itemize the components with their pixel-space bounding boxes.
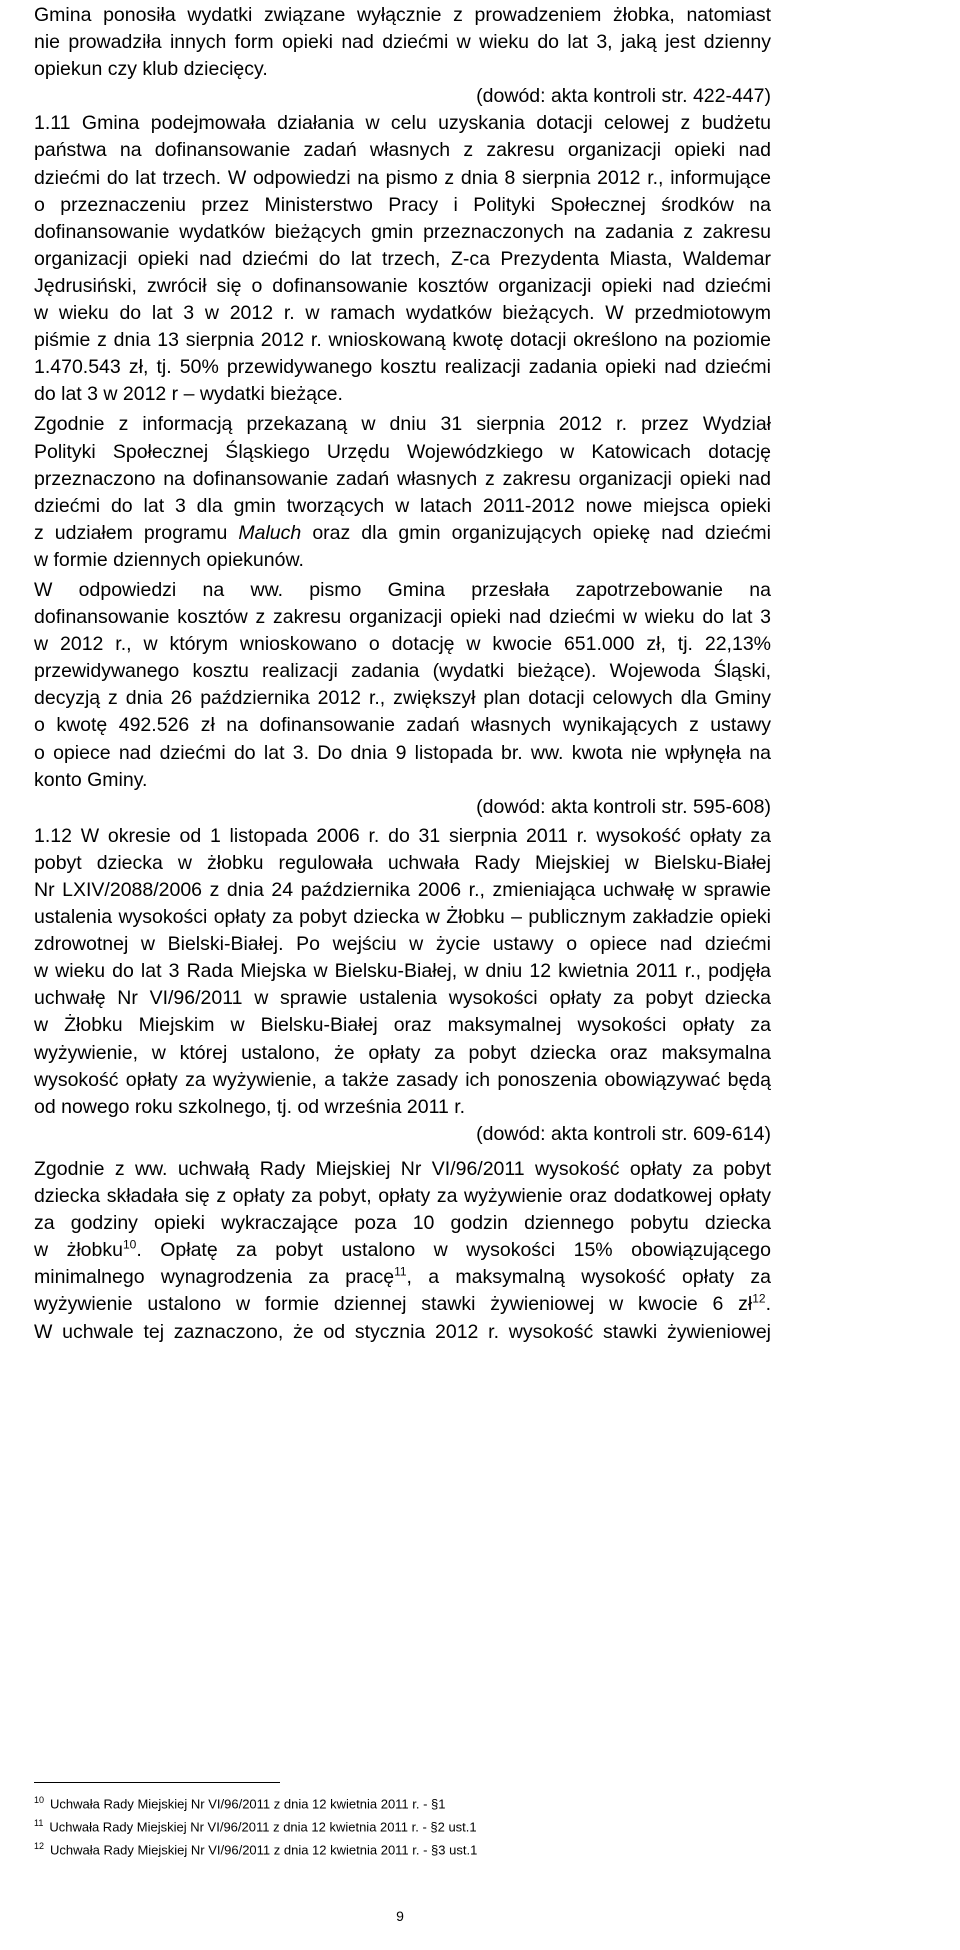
text-line: Gmina ponosiła wydatki związane wyłącznie z prowadzeniem żłobka, natomiast	[34, 4, 771, 26]
text-line: w wieku do lat 3 w 2012 r. w ramach wydatków bieżących. W przedmiotowym	[34, 302, 771, 325]
text-line: państwa na dofinansowanie zadań własnych z zakresu organizacji opieki nad	[34, 139, 771, 162]
text-line: (dowód: akta kontroli str. 595-608)	[476, 795, 771, 818]
footnote-12: $^{12}$ Uchwała Rady Miejskiej Nr VI/96/2011 z dnia 12 kwietnia 2011 r. - §3 ust.1	[34, 1841, 478, 1858]
text-line: przeznaczono na dofinansowanie zadań własnych z zakresu organizacji opieki nad	[34, 467, 771, 490]
body-text	[34, 2, 771, 1346]
text-line: 1.11 Gmina podejmowała działania w celu uzyskania dotacji celowej z budżetu	[34, 112, 771, 135]
text-line: Jędrusiński, zwrócił się o dofinansowanie kosztów organizacji opieki nad dziećmi	[34, 274, 771, 297]
text-line: minimalnego wynagrodzenia za pracę$^{11}$, a maksymalną wysokość opłaty za	[34, 1264, 771, 1289]
text-line: do lat 3 w 2012 r – wydatki bieżące.	[34, 383, 343, 406]
page-number: 9	[396, 1908, 404, 1924]
text-line: Zgodnie z informacją przekazaną w dniu 31 sierpnia 2012 r. przez Wydział	[34, 413, 771, 436]
text-line: pobyt dziecka w żłobku regulowała uchwała Rady Miejskiej w Bielsku-Białej	[34, 851, 771, 874]
footnote-10: $^{10}$ Uchwała Rady Miejskiej Nr VI/96/2011 z dnia 12 kwietnia 2011 r. - §1	[34, 1795, 446, 1812]
text-line: W odpowiedzi na ww. pismo Gmina przesłała zapotrzebowanie na	[34, 578, 771, 601]
text-line: za godziny opieki wykraczające poza 10 godzin dziennego pobytu dziecka	[34, 1212, 771, 1235]
text-line: wyżywienie, w której ustalono, że opłaty za pobyt dziecka oraz maksymalna	[34, 1041, 771, 1064]
text-line: (dowód: akta kontroli str. 422-447)	[476, 85, 771, 108]
text-line: organizacji opieki nad dziećmi do lat trzech, Z-ca Prezydenta Miasta, Waldemar	[34, 247, 771, 270]
text-line: (dowód: akta kontroli str. 609-614)	[476, 1122, 771, 1145]
text-line: o kwotę 492.526 zł na dofinansowanie zadań własnych wynikających z ustawy	[34, 714, 771, 737]
text-line: o opiece nad dziećmi do lat 3. Do dnia 9 listopada br. ww. kwota nie wpłynęła na	[34, 741, 771, 764]
text-line: dziecka składała się z opłaty za pobyt, opłaty za wyżywienie oraz dodatkowej opłaty	[34, 1185, 771, 1208]
text-line: ustalenia wysokości opłaty za pobyt dziecka w Żłobku – publicznym zakładzie opieki	[34, 906, 771, 929]
text-line: wysokość opłaty za wyżywienie, a także zasady ich ponoszenia obowiązywać będą	[34, 1068, 771, 1091]
text-line: dziećmi do lat 3 dla gmin tworzących w latach 2011-2012 nowe miejsca opieki	[34, 494, 771, 517]
text-line: o przeznaczeniu przez Ministerstwo Pracy i Polityki Społecznej środków na	[34, 193, 771, 216]
text-line: w Żłobku Miejskim w Bielsku-Białej oraz maksymalnej wysokości opłaty za	[34, 1014, 771, 1037]
text-line: w formie dziennych opiekunów.	[34, 548, 304, 571]
text-line: Polityki Społecznej Śląskiego Urzędu Wojewódzkiego w Katowicach dotację	[34, 440, 771, 463]
text-line: opiekun czy klub dziecięcy.	[34, 58, 268, 81]
text-line: uchwałę Nr VI/96/2011 w sprawie ustalenia wysokości opłaty za pobyt dziecka	[34, 987, 771, 1010]
text-line: dofinansowanie kosztów z zakresu organizacji opieki nad dziećmi w wieku do lat 3	[34, 606, 771, 629]
text-line: dziećmi do lat trzech. W odpowiedzi na pismo z dnia 8 sierpnia 2012 r., informujące	[34, 166, 771, 189]
text-line: Nr LXIV/2088/2006 z dnia 24 października 2006 r., zmieniająca uchwałę w sprawie	[34, 879, 771, 901]
text-line: w żłobku$^{10}$. Opłatę za pobyt ustalono w wysokości 15% obowiązującego	[34, 1237, 771, 1262]
text-line: z udziałem programu Maluch oraz dla gmin organizujących opiekę nad dziećmi	[34, 521, 771, 544]
text-line: konto Gminy.	[34, 768, 148, 791]
text-line: zdrowotnej w Bielski-Białej. Po wejściu w życie ustawy o opiece nad dziećmi	[34, 933, 771, 956]
text-line: przewidywanego kosztu realizacji zadania (wydatki bieżące). Wojewoda Śląski,	[34, 660, 771, 683]
text-line: decyzją z dnia 26 października 2012 r., zwiększył plan dotacji celowych dla Gminy	[34, 687, 771, 710]
text-line: dofinansowanie wydatków bieżących gmin przeznaczonych na zadania z zakresu	[34, 220, 771, 243]
text-line: W uchwale tej zaznaczono, że od stycznia 2012 r. wysokość stawki żywieniowej	[34, 1320, 771, 1343]
text-line: piśmie z dnia 13 sierpnia 2012 r. wnioskowaną kwotę dotacji określono na poziomie	[34, 329, 771, 352]
text-line: 1.470.543 zł, tj. 50% przewidywanego kosztu realizacji zadania opieki nad dziećmi	[34, 356, 771, 379]
text-line: od nowego roku szkolnego, tj. od września 2011 r.	[34, 1095, 466, 1118]
text-line: Zgodnie z ww. uchwałą Rady Miejskiej Nr VI/96/2011 wysokość opłaty za pobyt	[34, 1157, 771, 1180]
footnote-11: $^{11}$ Uchwała Rady Miejskiej Nr VI/96/2011 z dnia 12 kwietnia 2011 r. - §2 ust.1	[34, 1818, 477, 1835]
text-line: 1.12 W okresie od 1 listopada 2006 r. do 31 sierpnia 2011 r. wysokość opłaty za	[34, 824, 771, 847]
text-line: w wieku do lat 3 Rada Miejska w Bielsku-Białej, w dniu 12 kwietnia 2011 r., podjęła	[34, 960, 771, 983]
text-line: wyżywienie ustalono w formie dziennej stawki żywieniowej w kwocie 6 $zł^{12}$.	[34, 1291, 771, 1316]
text-line: nie prowadziła innych form opieki nad dziećmi w wieku do lat 3, jaką jest dzienny	[34, 31, 771, 54]
text-line: w 2012 r., w którym wnioskowano o dotację w kwocie 651.000 zł, tj. 22,13%	[34, 633, 771, 656]
footnote-separator	[34, 1782, 280, 1783]
